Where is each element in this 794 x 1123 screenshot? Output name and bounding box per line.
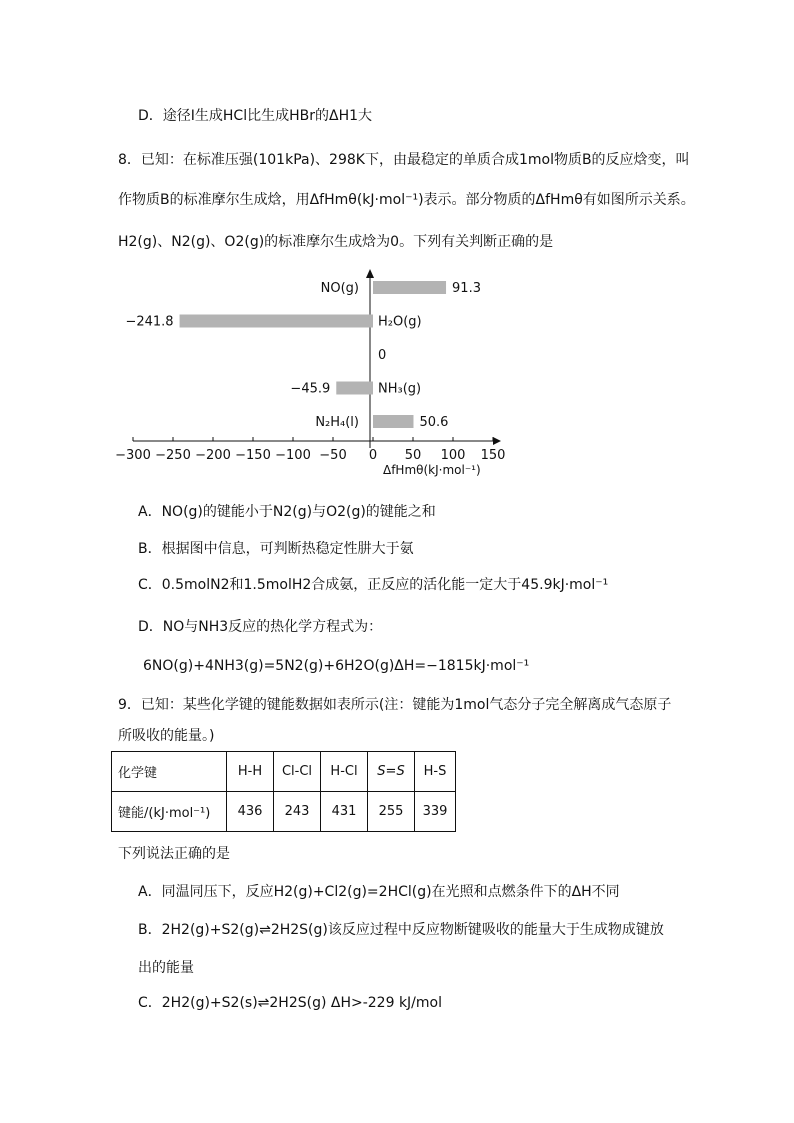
q9-option-b-line1: B．2H2(g)+S2(g)⇌2H2S(g)该反应过程中反应物断键吸收的能量大于生成物成键放 xyxy=(138,922,664,938)
x-tick-label: −300 xyxy=(115,448,151,463)
value-label: −45.9 xyxy=(290,381,331,397)
x-tick-label: −200 xyxy=(195,448,231,463)
category-label: NO(g) xyxy=(320,281,359,296)
enthalpy-bar-chart xyxy=(115,266,515,478)
bar xyxy=(373,415,413,428)
bar xyxy=(373,281,446,294)
q9-option-a: A．同温同压下，反应H2(g)+Cl2(g)=2HCl(g)在光照和点燃条件下的ΔH不同 xyxy=(138,884,620,900)
table-cell: H-S xyxy=(415,752,456,792)
x-tick-label: −150 xyxy=(235,448,271,463)
q8-option-d: D．NO与NH3反应的热化学方程式为： xyxy=(138,619,383,635)
q9-stem-line2: 所吸收的能量。) xyxy=(118,728,215,744)
bar xyxy=(180,315,373,328)
table-cell: 339 xyxy=(415,792,456,832)
x-axis-label: ΔfHmθ(kJ·mol⁻¹) xyxy=(383,463,481,477)
table-cell: 化学键 xyxy=(112,752,227,792)
value-label: −241.8 xyxy=(125,314,174,330)
x-tick-label: −50 xyxy=(319,448,347,463)
table-cell: 255 xyxy=(368,792,415,832)
x-tick-label: 0 xyxy=(368,448,378,463)
category-label: H₂O(g) xyxy=(378,314,422,330)
q8-option-c: C．0.5molN2和1.5molH2合成氨，正反应的活化能一定大于45.9kJ·mol⁻¹ xyxy=(138,577,609,593)
q7-option-d: D．途径Ⅰ生成HCl比生成HBr的ΔH1大 xyxy=(138,108,373,124)
table-cell: 键能/(kJ·mol⁻¹) xyxy=(112,792,227,832)
x-tick-label: 150 xyxy=(480,448,506,463)
table-cell: H-Cl xyxy=(321,752,368,792)
q9-option-b-line2: 出的能量 xyxy=(138,960,194,976)
q8-option-a: A．NO(g)的键能小于N2(g)与O2(g)的键能之和 xyxy=(138,504,436,520)
x-tick-label: 100 xyxy=(440,448,466,463)
category-label: 0 xyxy=(378,348,387,363)
q8-stem-line3: H2(g)、N2(g)、O2(g)的标准摩尔生成焓为0。下列有关判断正确的是 xyxy=(118,234,554,250)
q9-stem-line1: 9．已知：某些化学键的键能数据如表所示(注：键能为1mol气态分子完全解离成气态原子 xyxy=(118,697,672,713)
bar xyxy=(336,382,373,395)
x-tick-label: −100 xyxy=(275,448,311,463)
x-axis-arrow xyxy=(493,437,501,445)
table-cell: 243 xyxy=(274,792,321,832)
q8-stem-line1: 8．已知：在标准压强(101kPa)、298K下，由最稳定的单质合成1mol物质B的反应焓变，叫 xyxy=(118,152,690,168)
table-cell: 431 xyxy=(321,792,368,832)
table-cell: Cl-Cl xyxy=(274,752,321,792)
table-row xyxy=(112,792,456,832)
category-label: NH₃(g) xyxy=(378,381,422,397)
category-label: N₂H₄(l) xyxy=(315,415,359,430)
q9-option-c: C．2H2(g)+S2(s)⇌2H2S(g) ΔH>-229 kJ/mol xyxy=(138,995,442,1011)
table-cell: S=S xyxy=(368,752,415,792)
q8-stem-line2: 作物质B的标准摩尔生成焓，用ΔfHmθ(kJ·mol⁻¹)表示。部分物质的ΔfHmθ有如图所示关系。 xyxy=(118,192,695,208)
x-tick-label: 50 xyxy=(404,448,422,463)
q8-option-b: B．根据图中信息，可判断热稳定性肼大于氨 xyxy=(138,541,414,557)
bond-energy-table xyxy=(111,751,456,832)
q8-equation: 6NO(g)+4NH3(g)=5N2(g)+6H2O(g)ΔH=−1815kJ·mol⁻¹ xyxy=(143,658,530,674)
table-cell: 436 xyxy=(227,792,274,832)
q9-question: 下列说法正确的是 xyxy=(118,846,230,862)
table-cell: H-H xyxy=(227,752,274,792)
table-row xyxy=(112,752,456,792)
value-label: 91.3 xyxy=(452,281,481,296)
x-tick-label: −250 xyxy=(155,448,191,463)
value-label: 50.6 xyxy=(419,415,449,430)
y-axis-arrow xyxy=(366,269,374,278)
